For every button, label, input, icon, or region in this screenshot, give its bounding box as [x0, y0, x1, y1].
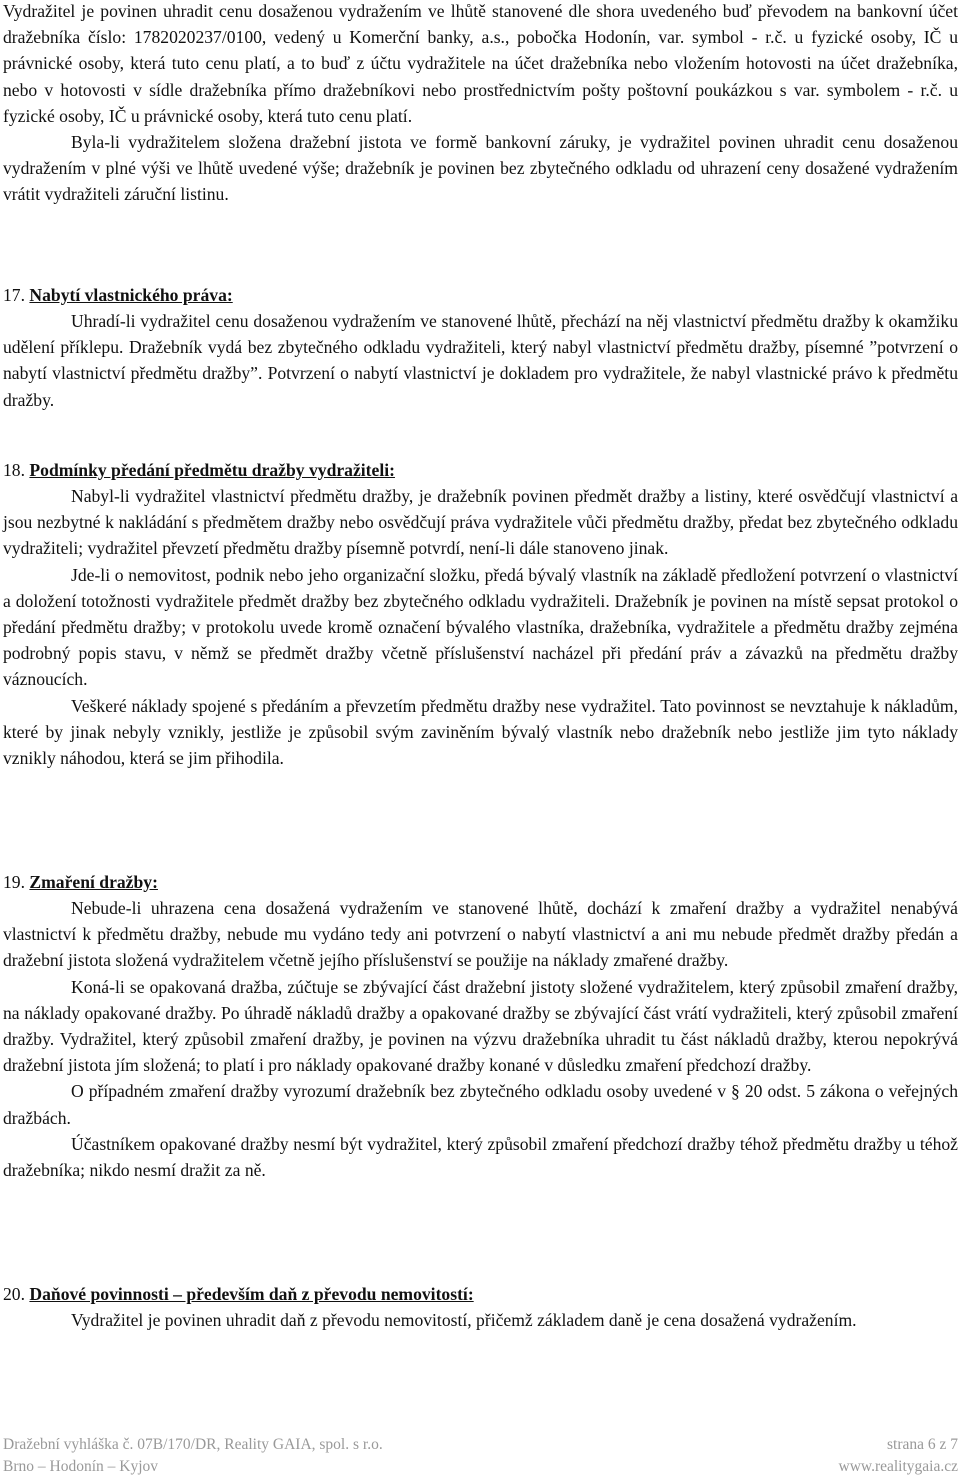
section-20-number: 20.: [3, 1284, 25, 1304]
footer-website: www.realitygaia.cz: [838, 1458, 958, 1475]
intro-section: [3, 0, 958, 208]
footer-locations: Brno – Hodonín – Kyjov: [3, 1458, 158, 1475]
section-18-heading: [3, 457, 958, 483]
footer-document-id: Dražební vyhláška č. 07B/170/DR, Reality GAIA, spol. s r.o.: [3, 1436, 383, 1453]
section-18-title: Podmínky předání předmětu dražby vydražiteli:: [29, 460, 395, 480]
section-17-number: 17.: [3, 285, 25, 305]
section-19-paragraph-3: O případném zmaření dražby vyrozumí dražebník bez zbytečného odkladu osoby uvedené v § 20 odst. 5 zákona o veřejných dražbách.: [3, 1081, 958, 1128]
footer-page-number: strana 6 z 7: [886, 1436, 958, 1453]
footer-line-1: [3, 1434, 958, 1455]
section-18-paragraph-1: Nabyl-li vydražitel vlastnictví předmětu dražby, je dražebník povinen předmět dražby a listiny, které osvědčují vlastnictví a jsou nezbytné k nakládání s předmětem dražby nebo osvědčují práva vydražitele vůči předmětu dražby, předat bez zbytečného odkladu vydražiteli; vydražitel převzetí předmětu dražby písemně potvrdí, není-li dále stanoveno jinak.: [3, 486, 958, 559]
section-19-heading: [3, 869, 958, 895]
section-20-title: Daňové povinnosti – především daň z převodu nemovitostí:: [29, 1284, 474, 1304]
footer-line-2: [3, 1456, 958, 1477]
payment-paragraph: Vydražitel je povinen uhradit cenu dosaženou vydražením ve lhůtě stanovené dle shora uvedeného buď převodem na bankovní účet dražebníka číslo: 1782020237/0100, vedený u Komerční banky, a.s., pobočka Hodonín, var. symbol - r.č. u fyzické osoby, IČ u právnické osoby, která tuto cenu platí, a to buď z účtu vydražitele na účet dražebníka nebo vložením hotovosti na účet dražebníka, nebo v hotovosti v sídle dražebníka přímo dražebníkovi nebo prostřednictvím pošty poštovní poukázkou s var. symbolem - r.č. u fyzické osoby, IČ u právnické osoby, která tuto cenu platí.: [3, 1, 958, 126]
section-19-number: 19.: [3, 872, 25, 892]
section-18-paragraph-3: Veškeré náklady spojené s předáním a převzetím předmětu dražby nese vydražitel. Tato povinnost se nevztahuje k nákladům, které by jinak nebyly vznikly, jestliže je způsobil svým zaviněním bývalý vlastník nebo dražebník nebo jestliže jim tyto náklady vznikly náhodou, která se jim přihodila.: [3, 695, 958, 769]
section-19-paragraph-1: Nebude-li uhrazena cena dosažená vydražením ve stanovené lhůtě, dochází k zmaření dražby a vydražitel nenabývá vlastnictví k předmětu dražby, nebude mu vydáno tedy ani potvrzení o nabytí vlastnictví a ani mu nebude předmět dražby předán a dražební jistota složená vydražitelem včetně jejího příslušenství se použije na náklady zmařené dražby.: [3, 898, 958, 971]
bank-guarantee-paragraph: Byla-li vydražitelem složena dražební jistota ve formě bankovní záruky, je vydražitel povinen uhradit cenu dosaženou vydražením v plné výši ve lhůtě uvedené výše; dražebník je povinen bez zbytečného odkladu od uhrazení ceny dosažené vydražením vrátit vydražiteli záruční listinu.: [3, 132, 958, 205]
section-19-title: Zmaření dražby:: [29, 872, 158, 892]
section-20-paragraph: Vydražitel je povinen uhradit daň z převodu nemovitostí, přičemž základem daně je cena dosažená vydražením.: [71, 1310, 857, 1330]
section-17-heading: [3, 282, 958, 308]
section-20-heading: [3, 1281, 958, 1307]
section-18-paragraph-2: Jde-li o nemovitost, podnik nebo jeho organizační složku, předá bývalý vlastník na základě předložení potvrzení o vlastnictví a doložení totožnosti vydražitele předmět dražby bez zbytečného odkladu vydražiteli. Dražebník je povinen na místě sepsat protokol o předání předmětu dražby; v protokolu uvede kromě označení bývalého vlastníka, dražebníka, vydražitele a předmětu dražby zejména podrobný popis stavu, v němž se předmět dražby včetně příslušenství nacházel při předání práv a závazků na předmětu dražby váznoucích.: [3, 564, 958, 690]
section-17-title: Nabytí vlastnického práva:: [29, 285, 233, 305]
section-20-body: [3, 1307, 958, 1333]
section-18-body: [3, 483, 958, 771]
section-17-body: [3, 308, 958, 413]
section-19-paragraph-4: Účastníkem opakované dražby nesmí být vydražitel, který způsobil zmaření předchozí dražby téhož předmětu dražby u téhož dražebníka; nikdo nesmí dražit za ně.: [3, 1133, 958, 1181]
section-18-number: 18.: [3, 460, 25, 480]
section-19-paragraph-2: Koná-li se opakovaná dražba, zúčtuje se zbývající část dražební jistoty složené vydražitelem, který způsobil zmaření dražby, na náklady opakované dražby. Po úhradě nákladů dražby a opakované dražby se zbývající část vrátí vydražiteli, který způsobil zmaření dražby. Vydražitel, který způsobil zmaření dražby, je povinen na výzvu dražebníka uhradit tu část nákladů dražby, kterou nepokrývá dražební jistota jím složená; to platí i pro náklady opakované dražby konané v důsledku zmaření předchozí dražby.: [3, 976, 958, 1076]
section-17-paragraph: Uhradí-li vydražitel cenu dosaženou vydražením ve stanovené lhůtě, přechází na něj vlastnictví předmětu dražby k okamžiku udělení příklepu. Dražebník vydá bez zbytečného odkladu vydražiteli, který nabyl vlastnictví předmětu dražby, písemné ”potvrzení o nabytí vlastnictví předmětu dražby”. Potvrzení o nabytí vlastnictví je dokladem pro vydražitele, že nabyl vlastnické právo k předmětu dražby.: [3, 311, 958, 410]
section-19-body: [3, 895, 958, 1183]
